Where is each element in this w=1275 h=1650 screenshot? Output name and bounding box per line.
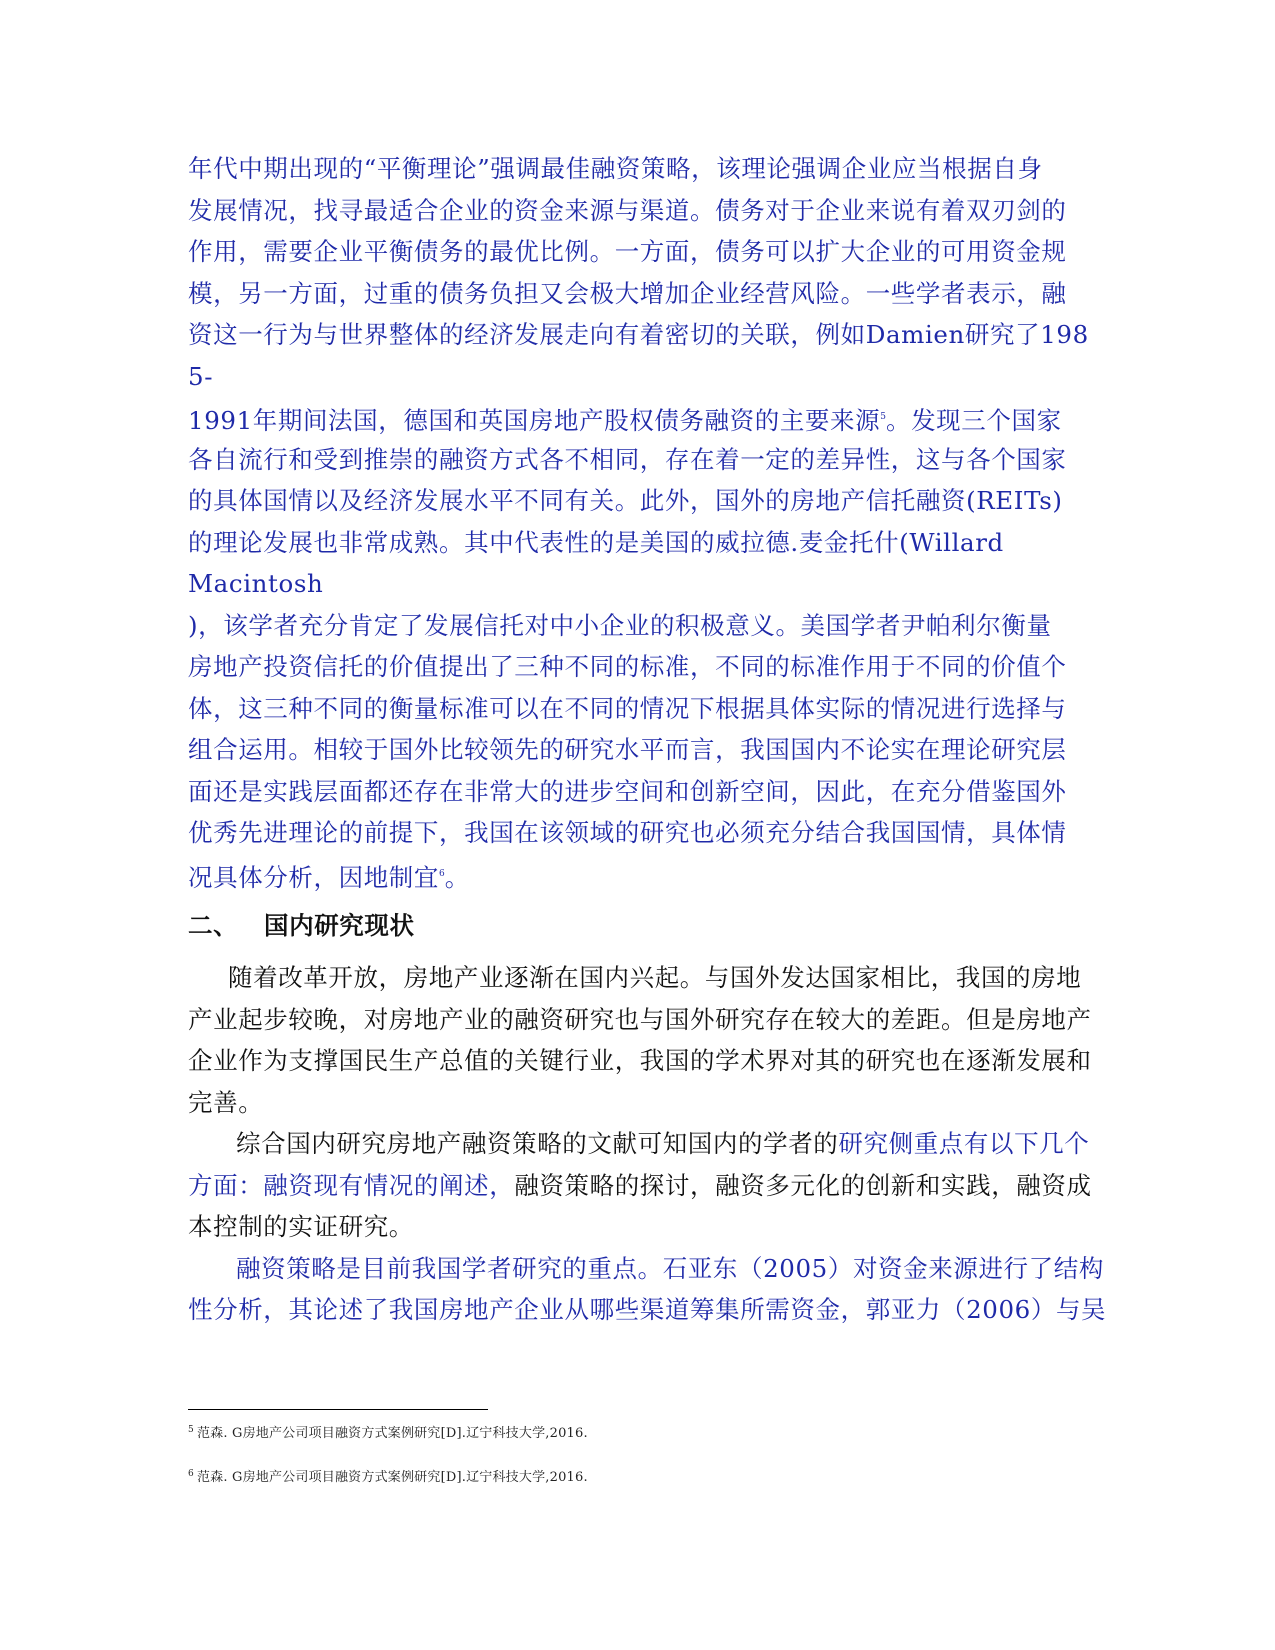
text-line xyxy=(188,397,1088,439)
footnote-text: 范森. G房地产公司项目融资方式案例研究[D].辽宁科技大学,2016. xyxy=(196,1470,588,1485)
footnote-ref-6[interactable]: 6 xyxy=(439,868,445,879)
text-line: Macintosh xyxy=(188,569,324,598)
footnote-number: 5 xyxy=(188,1425,194,1435)
text-line: 融资策略是目前我国学者研究的重点。石亚东（2005）对资金来源进行了结构 xyxy=(236,1253,1104,1283)
text-line: 作用，需要企业平衡债务的最优比例。一方面，债务可以扩大企业的可用资金规 xyxy=(188,237,1067,266)
footnote-number: 6 xyxy=(188,1469,194,1479)
text-line: 完善。 xyxy=(188,1087,264,1117)
paragraph-research-focus xyxy=(188,1123,1092,1248)
text-line: 的理论发展也非常成熟。其中代表性的是美国的威拉德.麦金托什(Willard xyxy=(188,527,1004,557)
text-line: 企业作为支撑国民生产总值的关键行业，我国的学术界对其的研究也在逐渐发展和 xyxy=(188,1046,1092,1075)
text-line xyxy=(188,1123,1088,1165)
text-segment: 综合国内研究房地产融资策略的文献可知国内的学者的 xyxy=(236,1129,839,1158)
text-line: 年代中期出现的“平衡理论”强调最佳融资策略，该理论强调企业应当根据自身 xyxy=(188,154,1043,183)
text-line xyxy=(188,1165,1092,1207)
heading-title: 国内研究现状 xyxy=(264,911,415,940)
text-line: 性分析，其论述了我国房地产企业从哪些渠道筹集所需资金，郭亚力（2006）与吴 xyxy=(188,1295,1107,1324)
text-line: 组合运用。相较于国外比较领先的研究水平而言，我国国内不论实在理论研究层 xyxy=(188,735,1067,764)
text-line: )，该学者充分肯定了发展信托对中小企业的积极意义。美国学者尹帕利尔衡量 xyxy=(188,610,1052,640)
paragraph-foreign-research xyxy=(188,148,1088,895)
paragraph-domestic-intro xyxy=(188,957,1092,1123)
text-line: 发展情况，找寻最适合企业的资金来源与渠道。债务对于企业来说有着双刃剑的 xyxy=(188,195,1067,225)
text-segment: 。发现三个国家 xyxy=(885,406,1062,435)
text-line: 体，这三种不同的衡量标准可以在不同的情况下根据具体实际的情况进行选择与 xyxy=(188,693,1067,723)
footnote-6 xyxy=(188,1466,588,1485)
section-heading xyxy=(188,895,1088,957)
footnote-ref-5[interactable]: 5 xyxy=(880,412,886,422)
text-line: 各自流行和受到推崇的融资方式各不相同，存在着一定的差异性，这与各个国家 xyxy=(188,444,1067,474)
text-segment: 。 xyxy=(444,862,470,892)
text-segment: 1991年期间法国，德国和英国房地产股权债务融资的主要来源 xyxy=(188,406,881,435)
heading-number: 二、 xyxy=(188,911,239,940)
text-line: 随着改革开放，房地产业逐渐在国内兴起。与国外发达国家相比，我国的房地 xyxy=(228,963,1082,992)
footnote-5 xyxy=(188,1422,588,1441)
footnote-text: 范森. G房地产公司项目融资方式案例研究[D].辽宁科技大学,2016. xyxy=(196,1426,588,1441)
text-line: 的具体国情以及经济发展水平不同有关。此外，国外的房地产信托融资(REITs) xyxy=(188,486,1063,515)
text-line: 本控制的实证研究。 xyxy=(188,1212,414,1241)
footnote-separator xyxy=(188,1409,488,1410)
text-segment: 方面：融资现有情况的阐述， xyxy=(188,1170,515,1200)
text-segment: 况具体分析，因地制宜 xyxy=(188,862,439,892)
text-line: 模，另一方面，过重的债务负担又会极大增加企业经营风险。一些学者表示，融 xyxy=(188,278,1067,308)
text-line: 资这一行为与世界整体的经济发展走向有着密切的关联，例如Damien研究了198 xyxy=(188,320,1089,349)
text-line: 房地产投资信托的价值提出了三种不同的标准，不同的标准作用于不同的价值个 xyxy=(188,652,1067,681)
text-line xyxy=(188,854,1088,896)
text-line: 优秀先进理论的前提下，我国在该领域的研究也必须充分结合我国国情，具体情 xyxy=(188,818,1067,847)
text-line: 面还是实践层面都还存在非常大的进步空间和创新空间，因此，在充分借鉴国外 xyxy=(188,776,1067,806)
paragraph-financing-strategy xyxy=(188,1248,1107,1331)
text-line: 产业起步较晚，对房地产业的融资研究也与国外研究存在较大的差距。但是房地产 xyxy=(188,1004,1092,1034)
text-segment: 融资策略的探讨，融资多元化的创新和实践，融资成 xyxy=(514,1170,1092,1200)
body-text xyxy=(188,148,1107,1331)
text-segment: 研究侧重点有以下几个 xyxy=(838,1129,1090,1158)
text-line: 5- xyxy=(188,361,214,391)
